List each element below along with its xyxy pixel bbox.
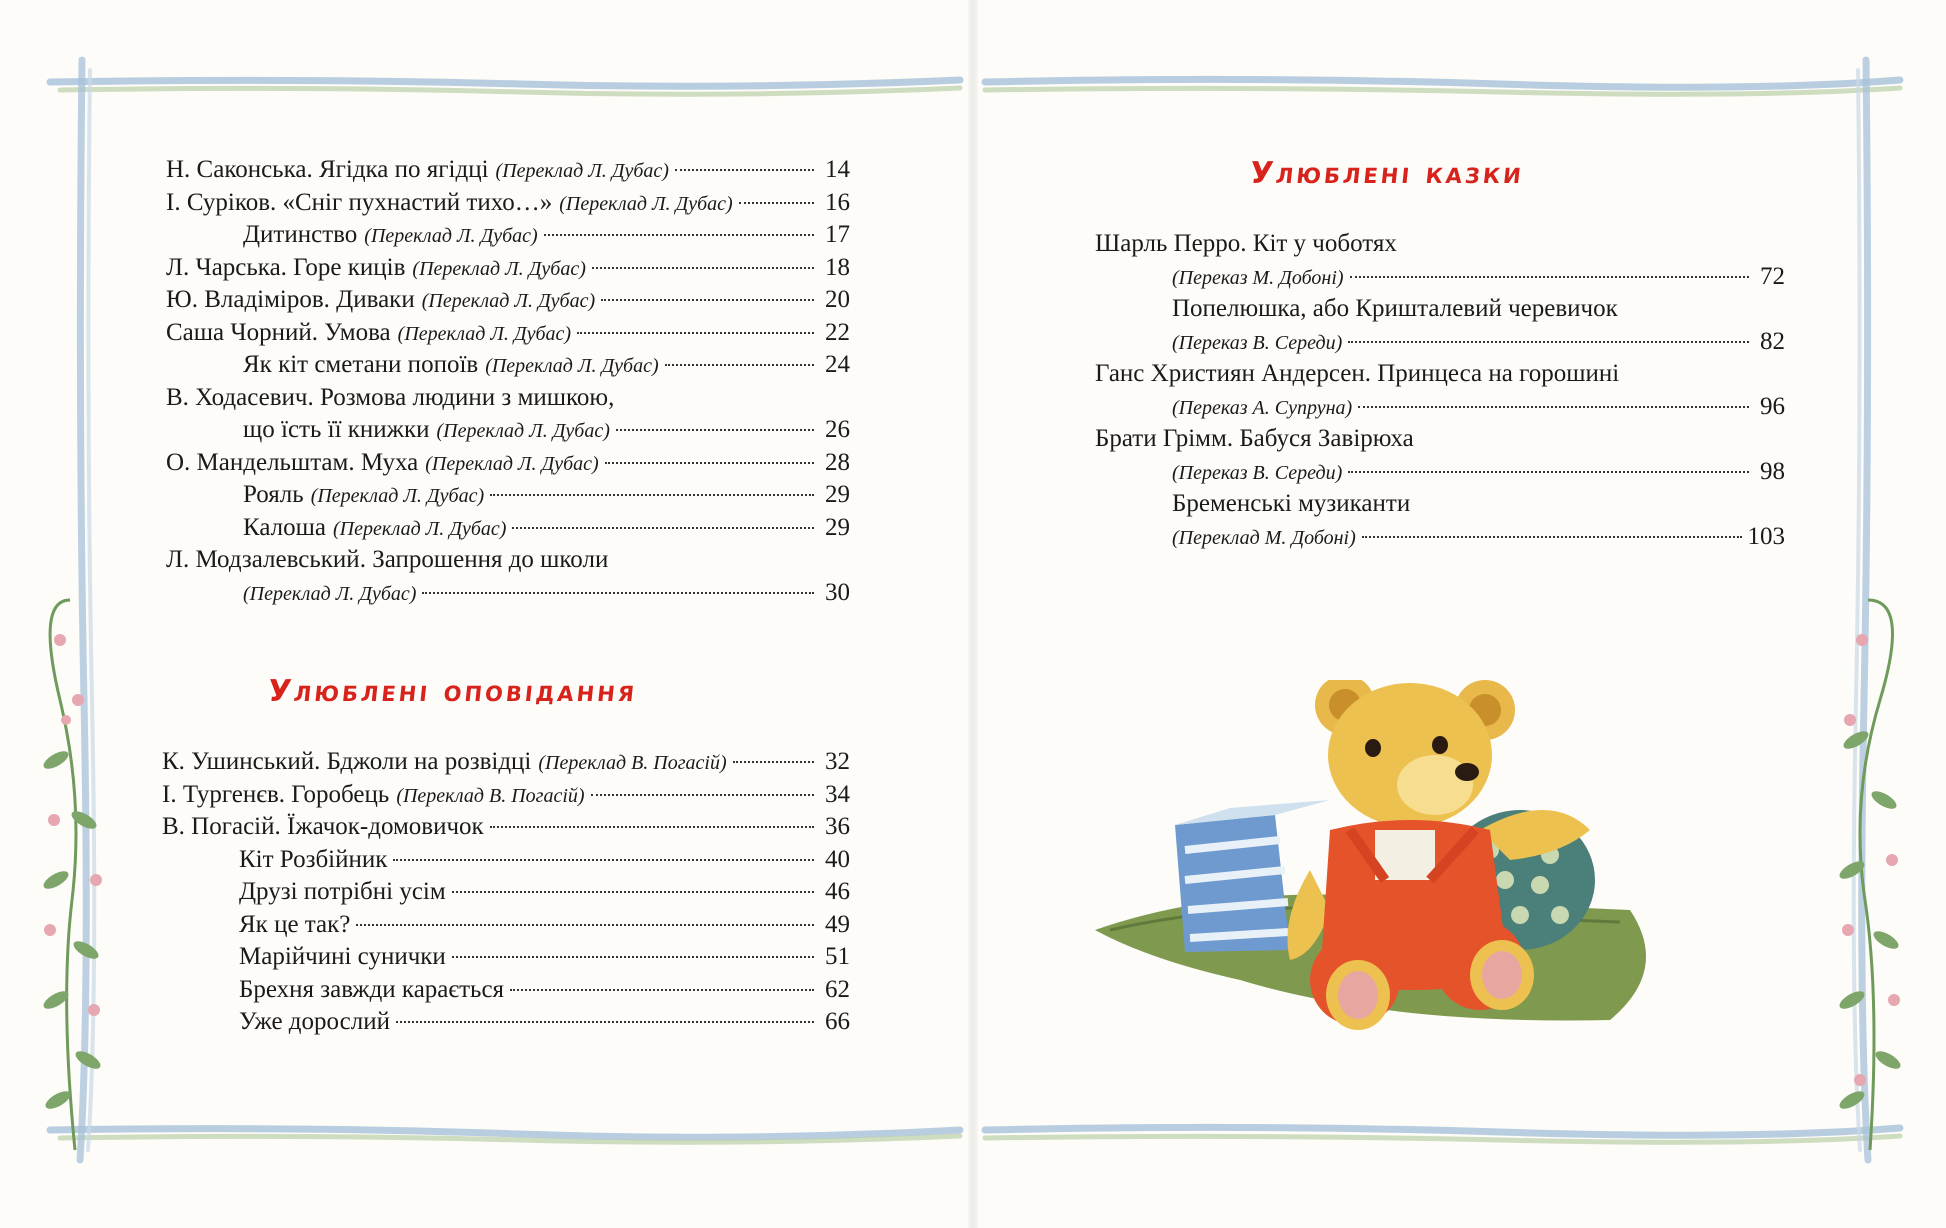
toc-entry-title: В. Погасій. Їжачок-домовичок xyxy=(162,813,484,840)
toc-page-number: 72 xyxy=(1760,262,1785,290)
toc-leader-dots xyxy=(490,494,814,496)
toc-page-number: 82 xyxy=(1760,327,1785,355)
toc-entry-title: В. Ходасевич. Розмова людини з мишкою, xyxy=(166,383,615,411)
toc-entry xyxy=(1095,293,1785,326)
toc-page-number: 30 xyxy=(825,578,850,606)
toc-leader-dots xyxy=(356,924,814,926)
toc-page-number: 49 xyxy=(825,910,850,938)
toc-entry-title: Як кіт сметани попоїв xyxy=(243,351,479,378)
toc-entry-title: Як це так? xyxy=(239,910,351,938)
toc-leader-dots xyxy=(577,332,814,334)
toc-entry xyxy=(166,382,850,415)
toc-entry-title: Брехня завжди карається xyxy=(239,975,505,1003)
toc-entry-translator: (Переклад Л. Дубас) xyxy=(310,485,485,507)
toc-entry xyxy=(162,811,850,844)
toc-entry-title: Шарль Перро. Кіт у чоботях xyxy=(1095,230,1397,257)
toc-entry xyxy=(1095,391,1785,424)
toc-entry xyxy=(162,974,850,1007)
toc-entry-title: Марійчині сунички xyxy=(239,943,446,970)
toc-page-number: 34 xyxy=(825,780,850,808)
toc-entry-title: Саша Чорний. Умова xyxy=(166,318,391,346)
toc-leader-dots xyxy=(396,1021,814,1023)
toc-page-number: 17 xyxy=(825,221,850,248)
toc-entry-translator: (Переклад Л. Дубас) xyxy=(243,582,417,605)
toc-entry-translator: (Переклад Л. Дубас) xyxy=(485,355,659,377)
toc-leader-dots xyxy=(544,234,814,236)
toc-entry-title: Калоша xyxy=(243,513,326,541)
toc-entry xyxy=(1095,423,1785,456)
teddy-bear-illustration xyxy=(1090,680,1690,1045)
toc-entry-title: Л. Чарська. Горе киців xyxy=(166,253,406,281)
toc-page-number: 66 xyxy=(825,1008,850,1035)
toc-entry xyxy=(1095,358,1785,391)
toc-entry xyxy=(1095,326,1785,359)
toc-page-number: 22 xyxy=(825,318,850,346)
toc-entry-title: Друзі потрібні усім xyxy=(239,878,446,905)
toc-leader-dots xyxy=(733,761,814,763)
toc-page-number: 20 xyxy=(825,286,850,313)
toc-entry xyxy=(1095,228,1785,261)
toc-entry xyxy=(166,154,850,187)
left-flower-vine xyxy=(41,600,103,1150)
toc-entry xyxy=(166,577,850,610)
toc-entry-translator: (Переклад Л. Дубас) xyxy=(425,452,599,475)
toc-entry-translator: (Переказ В. Середи) xyxy=(1172,331,1343,354)
toc-entry xyxy=(166,317,850,350)
toc-leader-dots xyxy=(665,364,814,366)
right-flower-vine xyxy=(1837,600,1903,1150)
toc-entry xyxy=(166,284,850,317)
toc-entry-translator: (Переклад Л. Дубас) xyxy=(559,192,733,215)
toc-entry-translator: (Переклад Л. Дубас) xyxy=(421,290,596,312)
toc-entry xyxy=(166,512,850,545)
toc-leader-dots xyxy=(739,202,814,204)
toc-entry xyxy=(162,844,850,877)
toc-entry-title: Дитинство xyxy=(243,221,358,248)
toc-page-number: 24 xyxy=(825,351,850,378)
toc-entry-title: що їсть її книжки xyxy=(243,416,430,443)
toc-entry xyxy=(162,779,850,812)
toc-entry xyxy=(162,876,850,909)
toc-page-number: 103 xyxy=(1747,522,1785,550)
toc-entry-translator: (Переклад Л. Дубас) xyxy=(436,420,610,442)
toc-entry-title: Н. Саконська. Ягідка по ягідці xyxy=(166,156,489,183)
toc-entry-translator: (Переклад В. Погасій) xyxy=(396,784,585,807)
toc-entry xyxy=(1095,521,1785,554)
toc-page-number: 29 xyxy=(825,481,850,508)
toc-entry-translator: (Переказ М. Добоні) xyxy=(1172,266,1344,289)
toc-entry xyxy=(1095,261,1785,294)
toc-entry-translator: (Переказ В. Середи) xyxy=(1172,461,1343,484)
toc-left-part1 xyxy=(166,154,850,609)
toc-entry xyxy=(166,219,850,252)
section-title-stories: Улюблені оповідання xyxy=(266,674,640,709)
toc-entry xyxy=(166,187,850,220)
toc-entry xyxy=(166,479,850,512)
toc-page-number: 29 xyxy=(825,513,850,541)
toc-entry-title: Ю. Владіміров. Диваки xyxy=(166,286,415,313)
toc-leader-dots xyxy=(605,462,814,464)
toc-entry-title: Рояль xyxy=(243,481,304,508)
toc-page-number: 62 xyxy=(825,975,850,1003)
toc-page-number: 32 xyxy=(825,748,850,775)
toc-entry xyxy=(1095,488,1785,521)
toc-entry-translator: (Переклад Л. Дубас) xyxy=(364,225,538,247)
toc-page-number: 96 xyxy=(1760,392,1785,420)
toc-entry-title: Кіт Розбійник xyxy=(239,845,388,873)
toc-leader-dots xyxy=(1350,276,1749,278)
toc-entry-title: Л. Модзалевський. Запрошення до школи xyxy=(166,546,609,573)
toc-entry xyxy=(166,414,850,447)
toc-page-number: 28 xyxy=(825,448,850,476)
toc-page-number: 40 xyxy=(825,845,850,873)
toc-entry-translator: (Переклад Л. Дубас) xyxy=(412,257,586,280)
toc-leader-dots xyxy=(1348,341,1749,343)
toc-entry xyxy=(166,349,850,382)
toc-entry-translator: (Переклад В. Погасій) xyxy=(538,752,727,774)
toc-entry xyxy=(1095,456,1785,489)
toc-entry xyxy=(162,746,850,779)
toc-leader-dots xyxy=(393,859,814,861)
toc-entry-translator: (Переклад М. Добоні) xyxy=(1172,526,1356,549)
toc-entry-title: К. Ушинський. Бджоли на розвідці xyxy=(162,748,532,775)
toc-leader-dots xyxy=(490,826,814,828)
toc-leader-dots xyxy=(675,169,814,171)
toc-right xyxy=(1095,228,1785,553)
toc-entry xyxy=(162,941,850,974)
toc-leader-dots xyxy=(1358,406,1749,408)
toc-leader-dots xyxy=(1362,536,1742,538)
toc-entry xyxy=(162,909,850,942)
toc-entry xyxy=(166,252,850,285)
toc-left-part2 xyxy=(162,746,850,1039)
toc-entry xyxy=(166,544,850,577)
toc-entry-title: Уже дорослий xyxy=(239,1008,390,1035)
toc-page-number: 36 xyxy=(825,813,850,840)
toc-leader-dots xyxy=(616,429,814,431)
toc-entry-title: Брати Грімм. Бабуся Завірюха xyxy=(1095,425,1414,452)
toc-leader-dots xyxy=(452,956,814,958)
toc-leader-dots xyxy=(601,299,814,301)
toc-entry-translator: (Переклад Л. Дубас) xyxy=(397,322,572,345)
toc-leader-dots xyxy=(452,891,814,893)
toc-page-number: 51 xyxy=(825,943,850,970)
toc-leader-dots xyxy=(1348,471,1749,473)
toc-leader-dots xyxy=(422,592,814,594)
toc-entry-title: Попелюшка, або Кришталевий черевичок xyxy=(1172,295,1618,322)
toc-page-number: 16 xyxy=(825,188,850,216)
toc-entry-title: І. Суріков. «Сніг пухнастий тихо…» xyxy=(166,188,553,216)
toc-entry-title: О. Мандельштам. Муха xyxy=(166,448,419,476)
toc-entry xyxy=(162,1006,850,1039)
toc-entry-translator: (Переказ А. Супруна) xyxy=(1172,396,1353,419)
toc-leader-dots xyxy=(591,794,814,796)
toc-entry-title: Ганс Християн Андерсен. Принцеса на горошині xyxy=(1095,360,1620,387)
toc-entry xyxy=(166,447,850,480)
toc-entry-translator: (Переклад Л. Дубас) xyxy=(495,160,669,182)
toc-entry-title: Бременські музиканти xyxy=(1172,490,1411,517)
toc-page-number: 18 xyxy=(825,253,850,281)
toc-leader-dots xyxy=(510,989,814,991)
toc-page-number: 26 xyxy=(825,416,850,443)
section-title-fairytales: Улюблені казки xyxy=(1248,156,1526,191)
toc-page-number: 14 xyxy=(825,156,850,183)
toc-entry-translator: (Переклад Л. Дубас) xyxy=(332,517,507,540)
toc-page-number: 46 xyxy=(825,878,850,905)
toc-page-number: 98 xyxy=(1760,457,1785,485)
toc-entry-title: І. Тургенєв. Горобець xyxy=(162,780,390,808)
toc-leader-dots xyxy=(512,527,814,529)
toc-leader-dots xyxy=(592,267,814,269)
